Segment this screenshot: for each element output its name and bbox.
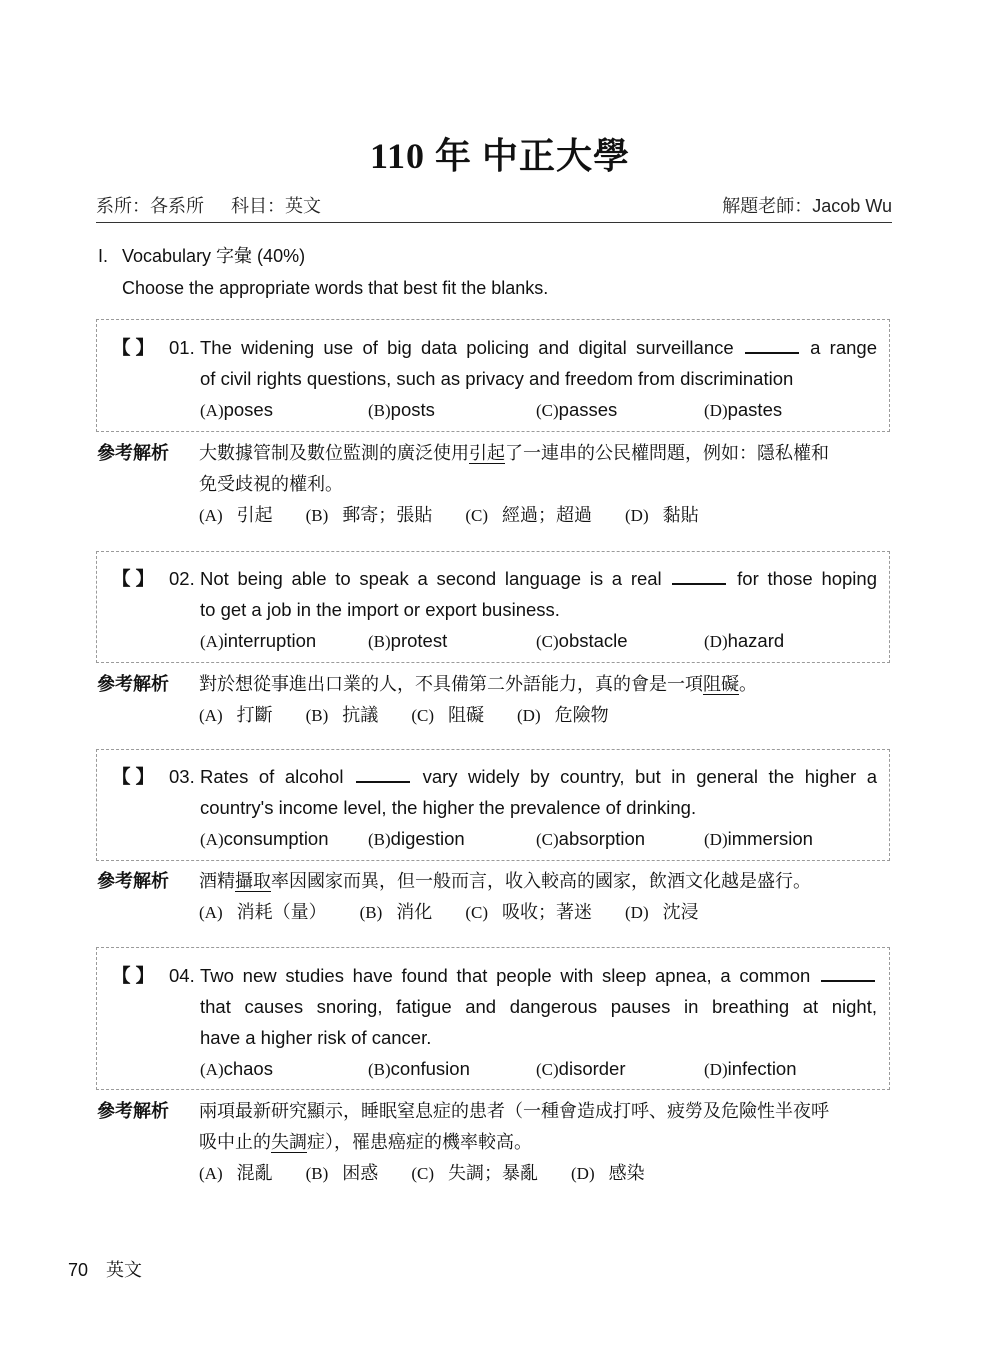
question-text: of civil rights questions, such as privacy and freedom from discrimination [200,368,794,389]
question-text: Not being able to speak a second language is a real [200,568,662,589]
question-box-01 [96,319,890,432]
question-number: 03. [169,766,195,787]
option-c[interactable]: (C)obstacle [536,630,628,651]
option-d[interactable]: (D)pastes [704,399,783,420]
answer-blank [745,336,799,354]
option-c[interactable]: (C)absorption [536,828,646,849]
option-b[interactable]: (B)digestion [368,828,465,849]
question-number: 02. [169,568,195,589]
option-glosses: (A) 混亂 (B) 困惑 (C) 失調；暴亂 (D) 感染 [199,1163,645,1183]
reference-label: 參考解析 [97,674,169,694]
question-text: vary widely by country, but in general the higher a [422,766,878,787]
question-text: for those hoping [737,568,877,589]
question-text: have a higher risk of cancer. [200,1027,432,1048]
subject-label: 科目：英文 [231,196,322,216]
key-answer: 攝取 [235,871,271,891]
question-box-03 [96,749,890,861]
answer-bracket[interactable]: 【 】 [112,568,155,589]
question-box-04 [96,947,890,1090]
explanation-text: 免受歧視的權利。 [199,474,343,494]
answer-blank [356,765,410,783]
option-a[interactable]: (A)poses [200,399,273,420]
page-title: 110 年 中正大學 [369,136,630,176]
key-answer: 失調 [271,1132,307,1152]
question-number: 04. [169,965,195,986]
question-number: 01. [169,337,195,358]
option-d[interactable]: (D)infection [704,1058,797,1079]
question-text: Rates of alcohol [200,766,344,787]
option-c[interactable]: (C)disorder [536,1058,626,1079]
reference-label: 參考解析 [97,443,169,463]
option-glosses: (A) 引起 (B) 郵寄；張貼 (C) 經過；超過 (D) 黏貼 [199,505,699,525]
option-a[interactable]: (A)consumption [200,828,329,849]
question-text: a range [810,337,878,358]
option-c[interactable]: (C)passes [536,399,618,420]
answer-bracket[interactable]: 【 】 [112,337,155,358]
option-b[interactable]: (B)posts [368,399,435,420]
option-glosses: (A) 消耗（量） (B) 消化 (C) 吸收；著迷 (D) 沈浸 [199,902,699,922]
explanation-text: 兩項最新研究顯示，睡眠窒息症的患者（一種會造成打呼、疲勞及危險性半夜呼 [199,1101,829,1121]
answer-blank [672,567,726,585]
key-answer: 阻礙 [703,674,739,694]
question-text: that causes snoring, fatigue and dangerous pauses in breathing at night, [200,996,877,1017]
option-b[interactable]: (B)protest [368,630,448,651]
footer-subject: 英文 [106,1260,143,1280]
section-vocabulary [98,240,548,304]
option-d[interactable]: (D)hazard [704,630,785,651]
option-b[interactable]: (B)confusion [368,1058,470,1079]
option-glosses: (A) 打斷 (B) 抗議 (C) 阻礙 (D) 危險物 [199,705,609,725]
question-text: The widening use of big data policing and digital surveillance [200,337,734,358]
section-instruction: Choose the appropriate words that best fit the blanks. [122,278,549,298]
page-footer [68,1256,142,1282]
option-a[interactable]: (A)interruption [200,630,317,651]
reference-label: 參考解析 [97,1101,169,1121]
question-text: to get a job in the import or export business. [200,599,560,620]
department-label: 系所：各系所 [96,196,204,216]
question-text: country's income level, the higher the prevalence of drinking. [200,797,697,818]
section-number: I. [98,246,109,266]
answer-bracket[interactable]: 【 】 [112,766,155,787]
header-divider [96,222,892,223]
answer-blank [821,964,875,982]
page-number: 70 [68,1260,89,1280]
teacher-label: 解題老師：Jacob Wu [722,196,892,216]
question-text: Two new studies have found that people with sleep apnea, a common [200,965,811,986]
option-a[interactable]: (A)chaos [200,1058,273,1079]
exam-meta [96,192,892,218]
section-heading: Vocabulary 字彙 (40%) [122,246,306,266]
option-d[interactable]: (D)immersion [704,828,813,849]
answer-bracket[interactable]: 【 】 [112,965,155,986]
question-box-02 [96,551,890,663]
key-answer: 引起 [469,443,505,463]
reference-label: 參考解析 [97,871,169,891]
